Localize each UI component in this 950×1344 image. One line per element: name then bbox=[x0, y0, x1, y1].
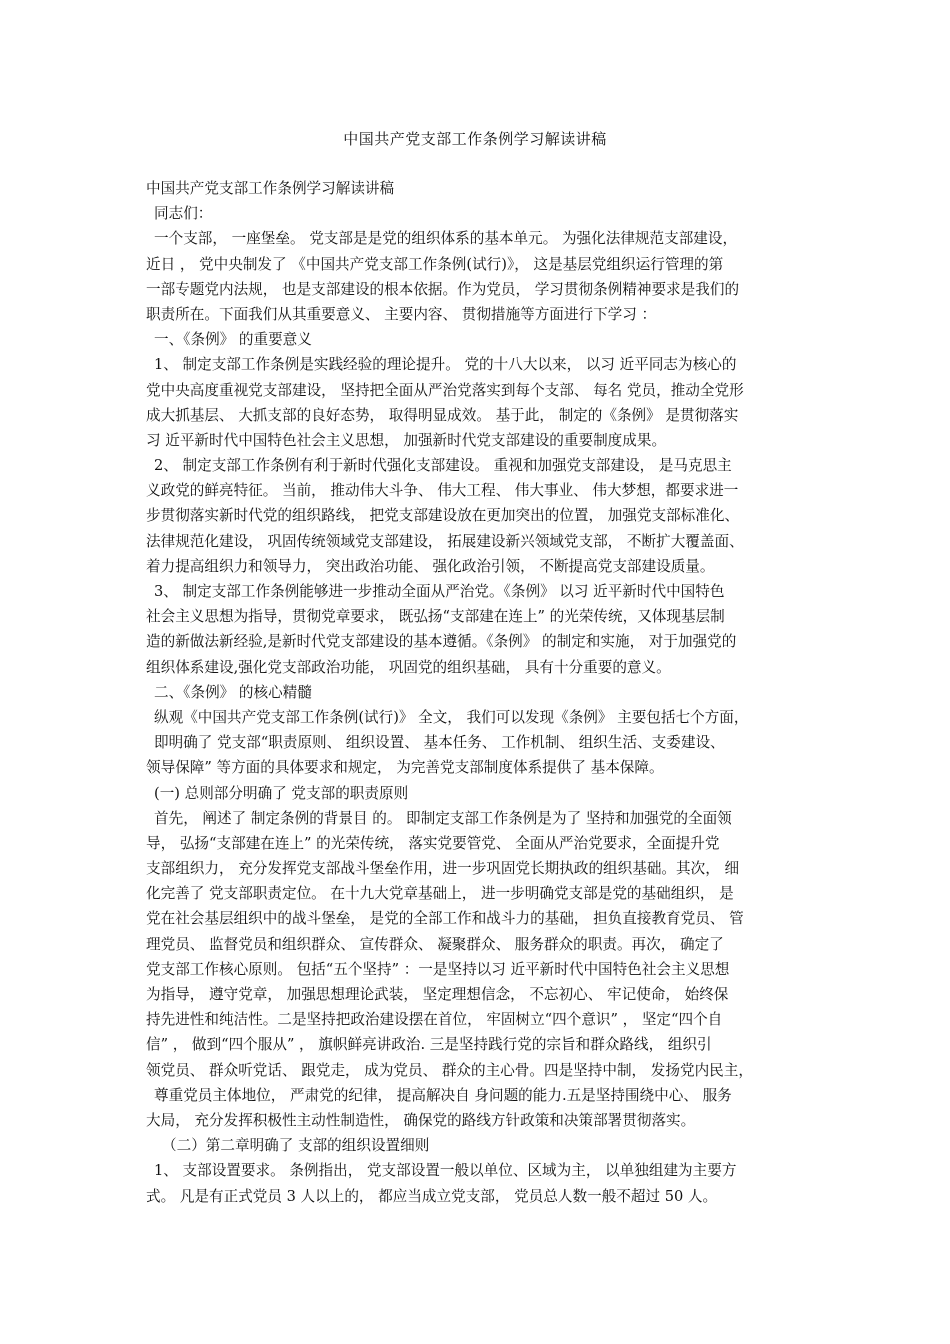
text-line: 一部专题党内法规， 也是支部建设的根本依据。作为党员， 学习贯彻条例精神要求是我们的 bbox=[146, 280, 740, 298]
text-line: 首先， 阐述了 制定条例的背景目 的。 即制定支部工作条例是为了 坚持和加强党的全面领 bbox=[154, 809, 732, 827]
text-line: 1、 支部设置要求。 条例指出， 党支部设置一般以单位、区域为主， 以单独组建为主要方 bbox=[154, 1162, 737, 1180]
document-body bbox=[146, 176, 806, 1209]
text-line: 信” ， 做到“四个服从” ， 旗帜鲜亮讲政治. 三是坚持践行党的宗旨和群众路线， 组织引 bbox=[146, 1036, 712, 1054]
text-line: 二、《条例》 的核心精髓 bbox=[154, 683, 312, 701]
text-line: 一个支部， 一座堡垒。 党支部是是党的组织体系的基本单元。 为强化法律规范支部建设， bbox=[154, 230, 738, 248]
text-line: 党支部工作核心原则。 包括“五个坚持” ：一是坚持以习 近平新时代中国特色社会主义思想 bbox=[146, 960, 730, 978]
text-line: 1、 制定支部工作条例是实践经验的理论提升。 党的十八大以来， 以习 近平同志为核心的 bbox=[154, 356, 737, 374]
text-line: 支部组织力， 充分发挥党支部战斗堡垒作用，进一步巩固党长期执政的组织基础。其次， 细 bbox=[146, 860, 740, 878]
text-line: 导， 弘扬“支部建在连上” 的光荣传统， 落实党要管党、 全面从严治党要求，全面提升党 bbox=[146, 834, 720, 852]
text-line: 2、 制定支部工作条例有利于新时代强化支部建设。 重视和加强党支部建设， 是马克思主 bbox=[154, 457, 732, 475]
text-line: 成大抓基层、 大抓支部的良好态势， 取得明显成效。 基于此， 制定的《条例》 是贯彻落实 bbox=[146, 406, 739, 424]
text-line: 持先进性和纯洁性。二是坚持把政治建设摆在首位， 牢固树立“四个意识” ， 坚定“四个自 bbox=[146, 1011, 723, 1029]
text-line: 大局， 充分发挥积极性主动性制造性， 确保党的路线方针政策和决策部署贯彻落实。 bbox=[146, 1111, 696, 1129]
text-line: 职责所在。下面我们从其重要意义、 主要内容、 贯彻措施等方面进行下学习 ： bbox=[146, 305, 657, 323]
text-line: 式。 凡是有正式党员 3 人以上的， 都应当成立党支部， 党员总人数一般不超过 50 人。 bbox=[146, 1187, 718, 1205]
text-line: 党在社会基层组织中的战斗堡垒， 是党的全部工作和战斗力的基础， 担负直接教育党员、 管 bbox=[146, 910, 744, 928]
text-line: 尊重党员主体地位， 严肃党的纪律， 提高解决自 身问题的能力.五是坚持围绕中心、 服务 bbox=[154, 1086, 732, 1104]
text-line: 组织体系建设,强化党支部政治功能， 巩固党的组织基础， 具有十分重要的意义。 bbox=[146, 658, 671, 676]
text-line: (一) 总则部分明确了 党支部的职责原则 bbox=[154, 784, 409, 802]
text-line: 领导保障” 等方面的具体要求和规定， 为完善党支部制度体系提供了 基本保障。 bbox=[146, 759, 664, 777]
text-line: 造的新做法新经验,是新时代党支部建设的基本遵循。《条例》 的制定和实施， 对于加强党的 bbox=[146, 633, 737, 651]
text-line: 化完善了 党支部职责定位。 在十九大党章基础上， 进一步明确党支部是党的基础组织， 是 bbox=[146, 885, 734, 903]
text-line: 同志们： bbox=[154, 205, 213, 223]
text-line: 3、 制定支部工作条例能够进一步推动全面从严治党。《条例》 以习 近平新时代中国特色 bbox=[154, 583, 725, 600]
text-line: 为指导， 遵守党章， 加强思想理论武装， 坚定理想信念， 不忘初心、 牢记使命， 始终保 bbox=[146, 986, 729, 1003]
text-line: 步贯彻落实新时代党的组织路线， 把党支部建设放在更加突出的位置， 加强党支部标准化、 bbox=[146, 507, 740, 525]
text-line: 义政党的鲜亮特征。 当前， 推动伟大斗争、 伟大工程、 伟大事业、 伟大梦想，都要求进一 bbox=[146, 482, 739, 500]
text-line: 法律规范化建设， 巩固传统领域党支部建设， 拓展建设新兴领域党支部， 不断扩大覆盖面、 bbox=[146, 532, 744, 550]
text-line: 一、《条例》 的重要意义 bbox=[154, 331, 312, 349]
text-line: 社会主义思想为指导，贯彻党章要求， 既弘扬“支部建在连上” 的光荣传统，又体现基层制 bbox=[146, 608, 725, 626]
text-line: 即明确了 党支部“职责原则、 组织设置、 基本任务、 工作机制、 组织生活、支委建设、 bbox=[154, 734, 725, 752]
text-line: 纵观《中国共产党支部工作条例(试行)》 全文， 我们可以发现《条例》 主要包括七个方面， bbox=[154, 708, 749, 726]
text-line: 近日 ， 党中央制发了 《中国共产党支部工作条例(试行)》， 这是基层党组织运行管理的第 bbox=[146, 255, 724, 273]
text-line: 习 近平新时代中国特色社会主义思想， 加强新时代党支部建设的重要制度成果。 bbox=[146, 431, 667, 449]
text-line: 着力提高组织力和领导力， 突出政治功能、 强化政治引领， 不断提高党支部建设质量。 bbox=[146, 557, 715, 575]
text-line: 党中央高度重视党支部建设， 坚持把全面从严治党落实到每个支部、 每名 党员，推动全党形 bbox=[146, 381, 744, 399]
text-line: 中国共产党支部工作条例学习解读讲稿 bbox=[146, 180, 395, 197]
document-title: 中国共产党支部工作条例学习解读讲稿 bbox=[343, 130, 607, 148]
text-line: 理党员、 监督党员和组织群众、 宣传群众、 凝聚群众、 服务群众的职责。再次， 确定了 bbox=[146, 935, 724, 953]
text-line: （二）第二章明确了 支部的组织设置细则 bbox=[162, 1137, 430, 1155]
text-line: 领党员、 群众听党话、 跟党走， 成为党员、 群众的主心骨。四是坚持中制， 发扬党内民主， bbox=[146, 1061, 753, 1079]
